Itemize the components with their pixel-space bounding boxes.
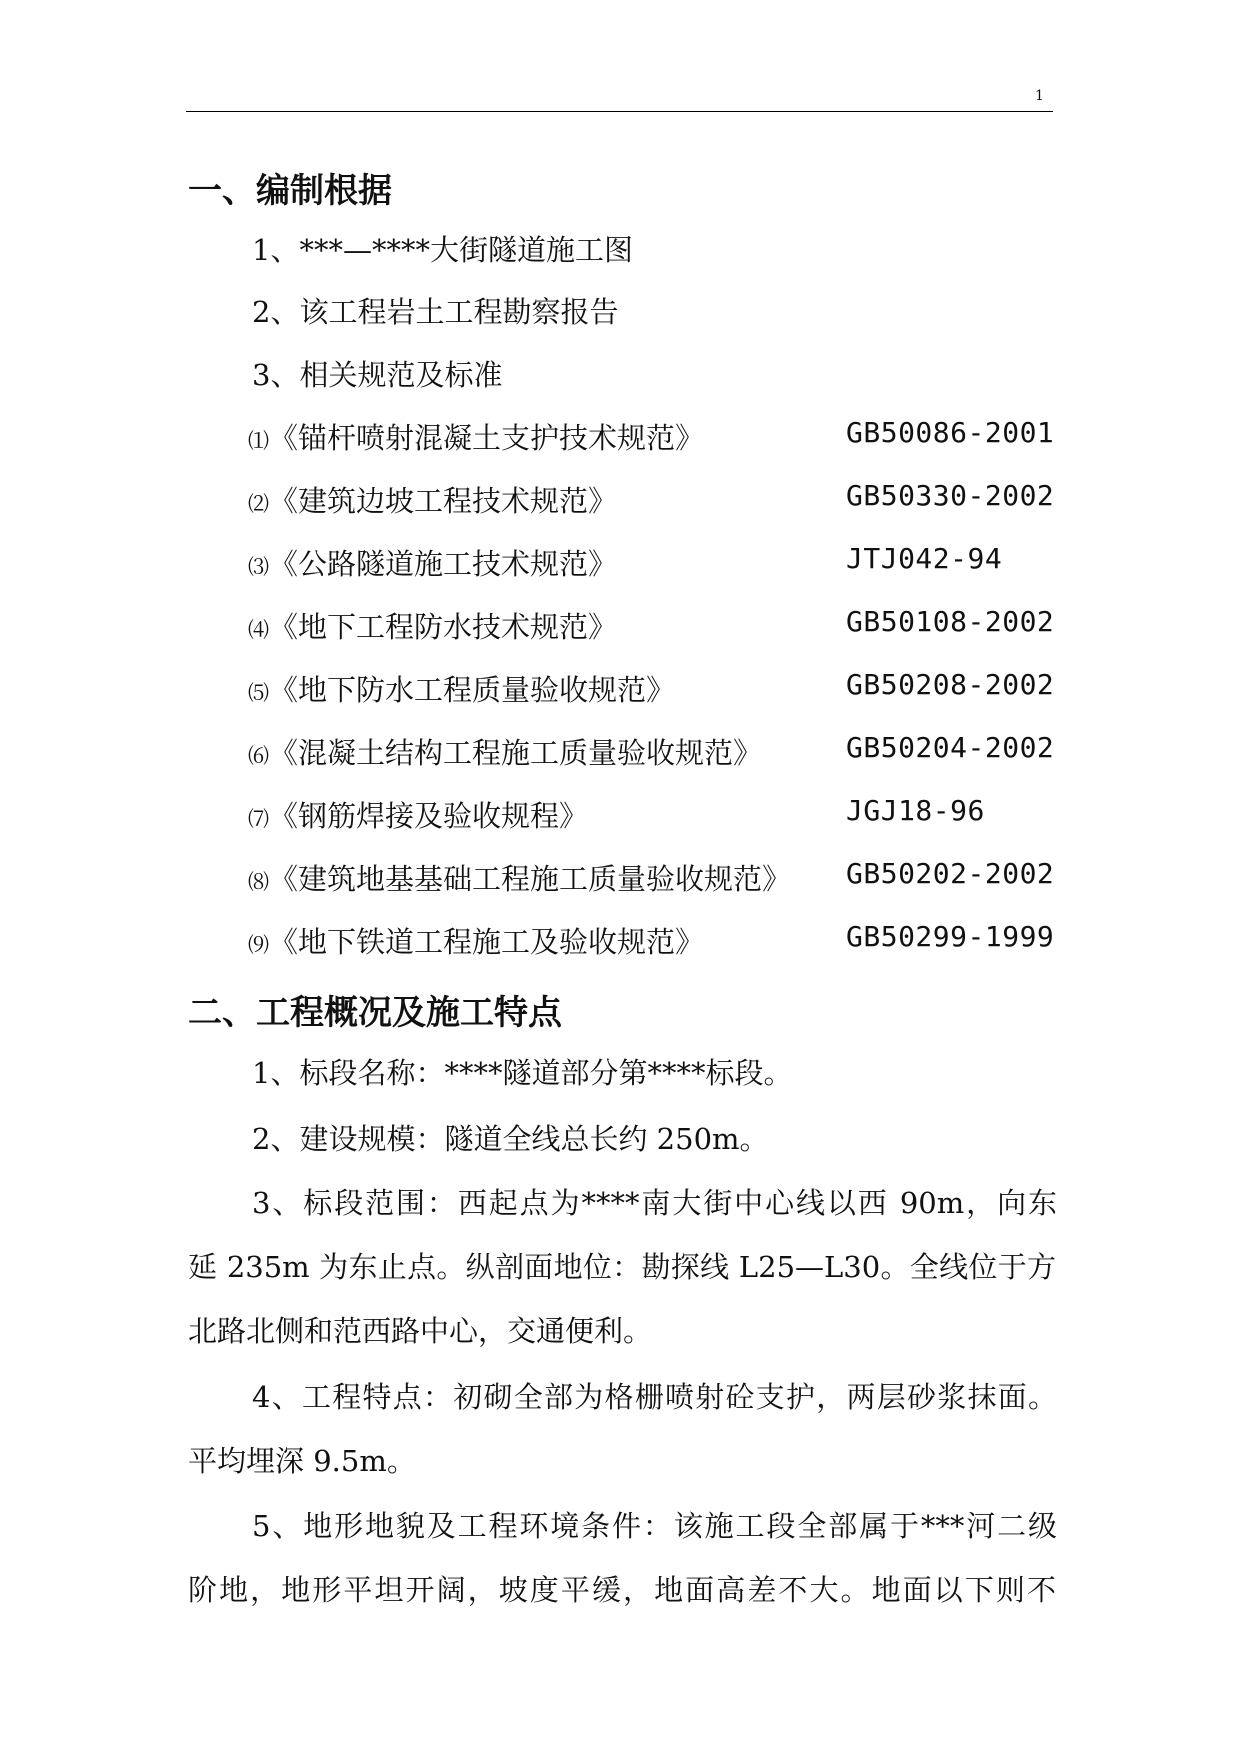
section-1-heading: 一、编制根据 [188,171,392,211]
reference-item [248,416,1055,457]
reference-item [248,668,1055,709]
reference-item [248,542,1003,583]
reference-title: 《锚杆喷射混凝土支护技术规范》 [269,421,705,455]
reference-code: GB50208-2002 [846,668,1055,701]
reference-item [248,731,1055,772]
paragraph-features-line-1: 4、工程特点：初砌全部为格栅喷射砼支护，两层砂浆抹面。 [252,1380,1057,1414]
page-number: 1 [1035,88,1044,104]
reference-code: GB50330-2002 [846,479,1055,512]
reference-item [248,794,985,835]
reference-title: 《地下工程防水技术规范》 [269,610,618,644]
reference-number: ⑷ [248,618,269,642]
reference-title: 《公路隧道施工技术规范》 [269,547,618,581]
reference-title: 《地下防水工程质量验收规范》 [269,673,676,707]
paragraph-features-line-2: 平均埋深 9.5m。 [188,1444,416,1478]
reference-title: 《钢筋焊接及验收规程》 [269,799,589,833]
paragraph-section-name: 1、标段名称：****隧道部分第****标段。 [252,1056,793,1090]
reference-code: JGJ18-96 [846,794,985,827]
header-rule [186,111,1053,112]
reference-number: ⑴ [248,429,269,453]
basis-item-2: 2、该工程岩土工程勘察报告 [252,295,619,329]
reference-item [248,857,1055,898]
reference-title: 《地下铁道工程施工及验收规范》 [269,925,705,959]
reference-title: 《混凝土结构工程施工质量验收规范》 [269,736,763,770]
reference-code: JTJ042-94 [846,542,1003,575]
reference-code: GB50204-2002 [846,731,1055,764]
reference-number: ⑺ [248,807,269,831]
paragraph-scale: 2、建设规模：隧道全线总长约 250m。 [252,1122,769,1156]
reference-item [248,479,1055,520]
reference-code: GB50086-2001 [846,416,1055,449]
reference-number: ⑼ [248,933,269,957]
paragraph-range-line-3: 北路北侧和范西路中心，交通便利。 [188,1314,653,1348]
reference-number: ⑵ [248,492,269,516]
reference-code: GB50299-1999 [846,920,1055,953]
reference-number: ⑸ [248,681,269,705]
basis-item-3: 3、相关规范及标准 [252,358,503,392]
paragraph-range-line-1: 3、标段范围：西起点为****南大街中心线以西 90m，向东 [252,1186,1057,1220]
paragraph-range-line-2: 延 235m 为东止点。纵剖面地位：勘探线 L25—L30。全线位于方 [188,1250,1056,1284]
reference-title: 《建筑地基基础工程施工质量验收规范》 [269,862,792,896]
paragraph-terrain-line-1: 5、地形地貌及工程环境条件：该施工段全部属于***河二级 [252,1509,1057,1543]
section-2-heading: 二、工程概况及施工特点 [188,993,562,1033]
reference-number: ⑶ [248,555,269,579]
reference-item [248,920,1055,961]
reference-item [248,605,1055,646]
reference-code: GB50108-2002 [846,605,1055,638]
basis-item-1: 1、***—****大街隧道施工图 [252,233,633,267]
reference-code: GB50202-2002 [846,857,1055,890]
reference-title: 《建筑边坡工程技术规范》 [269,484,618,518]
reference-number: ⑹ [248,744,269,768]
paragraph-terrain-line-2: 阶地，地形平坦开阔，坡度平缓，地面高差不大。地面以下则不 [188,1573,1056,1607]
reference-number: ⑻ [248,870,269,894]
